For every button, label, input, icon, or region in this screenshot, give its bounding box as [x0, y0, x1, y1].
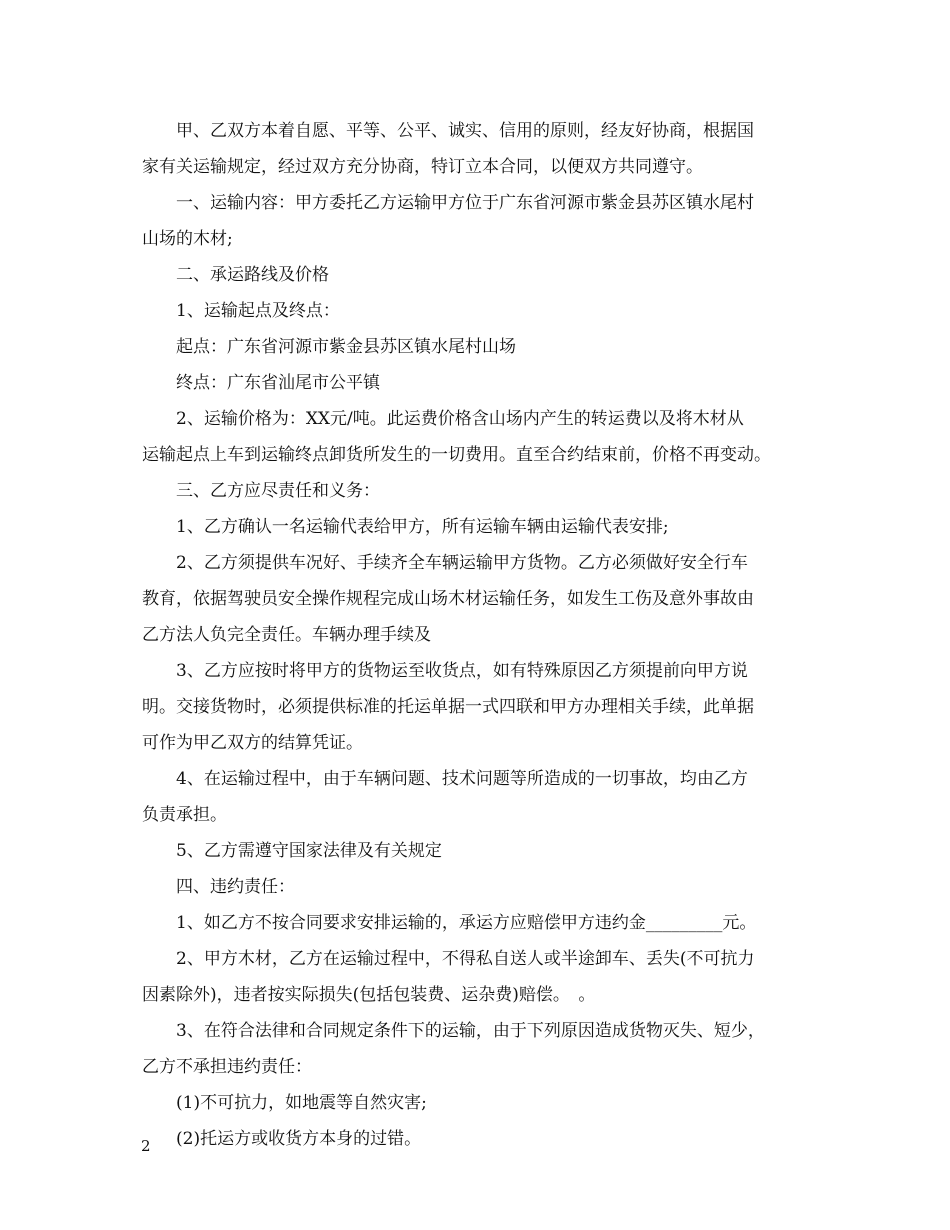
text-line: 家有关运输规定，经过双方充分协商，特订立本合同，以便双方共同遵守。: [142, 157, 703, 177]
text-line: 三、乙方应尽责任和义务：: [176, 481, 380, 501]
text-line: 二、承运路线及价格: [176, 265, 329, 285]
text-line: 3、乙方应按时将甲方的货物运至收货点，如有特殊原因乙方须提前向甲方说: [176, 661, 748, 681]
text-line: 因素除外)，违者按实际损失(包括包装费、运杂费)赔偿。 。: [142, 985, 596, 1005]
text-line: 明。交接货物时，必须提供标准的托运单据一式四联和甲方办理相关手续，此单据: [142, 697, 754, 717]
text-line: (1)不可抗力，如地震等自然灾害;: [176, 1093, 427, 1113]
text-line: 1、乙方确认一名运输代表给甲方，所有运输车辆由运输代表安排;: [176, 517, 669, 537]
text-line: 2、运输价格为：XX元/吨。此运费价格含山场内产生的转运费以及将木材从: [176, 409, 744, 429]
text-line: 一、运输内容：甲方委托乙方运输甲方位于广东省河源市紫金县苏区镇水尾村: [176, 193, 754, 213]
text-line: 5、乙方需遵守国家法律及有关规定: [176, 841, 442, 861]
text-line: 教育，依据驾驶员安全操作规程完成山场木材运输任务，如发生工伤及意外事故由: [142, 589, 754, 609]
text-line: 3、在符合法律和合同规定条件下的运输，由于下列原因造成货物灭失、短少，: [176, 1021, 765, 1041]
page-number: 2: [141, 1137, 151, 1155]
text-line: 起点：广东省河源市紫金县苏区镇水尾村山场: [176, 337, 516, 357]
text-line: 2、乙方须提供车况好、手续齐全车辆运输甲方货物。乙方必须做好安全行车: [176, 553, 748, 573]
text-line: 终点：广东省汕尾市公平镇: [176, 373, 380, 393]
text-line: 可作为甲乙双方的结算凭证。: [142, 733, 363, 753]
text-line: 山场的木材;: [142, 229, 233, 249]
text-line: 甲、乙双方本着自愿、平等、公平、诚实、信用的原则，经友好协商，根据国: [176, 121, 754, 141]
text-line: 2、甲方木材，乙方在运输过程中，不得私自送人或半途卸车、丢失(不可抗力: [176, 949, 755, 969]
text-line: 运输起点上车到运输终点卸货所发生的一切费用。直至合约结束前，价格不再变动。: [142, 445, 771, 465]
text-line: 乙方不承担违约责任：: [142, 1057, 312, 1077]
text-line: 乙方法人负完全责任。车辆办理手续及: [142, 625, 431, 645]
text-line: (2)托运方或收货方本身的过错。: [176, 1129, 422, 1149]
text-line: 四、违约责任：: [176, 877, 295, 897]
text-line: 1、如乙方不按合同要求安排运输的，承运方应赔偿甲方违约金_________元。: [176, 913, 757, 933]
contract-body: [142, 113, 832, 1157]
text-line: 负责承担。: [142, 805, 227, 825]
text-line: 1、运输起点及终点：: [176, 301, 340, 321]
text-line: 4、在运输过程中，由于车辆问题、技术问题等所造成的一切事故，均由乙方: [176, 769, 748, 789]
